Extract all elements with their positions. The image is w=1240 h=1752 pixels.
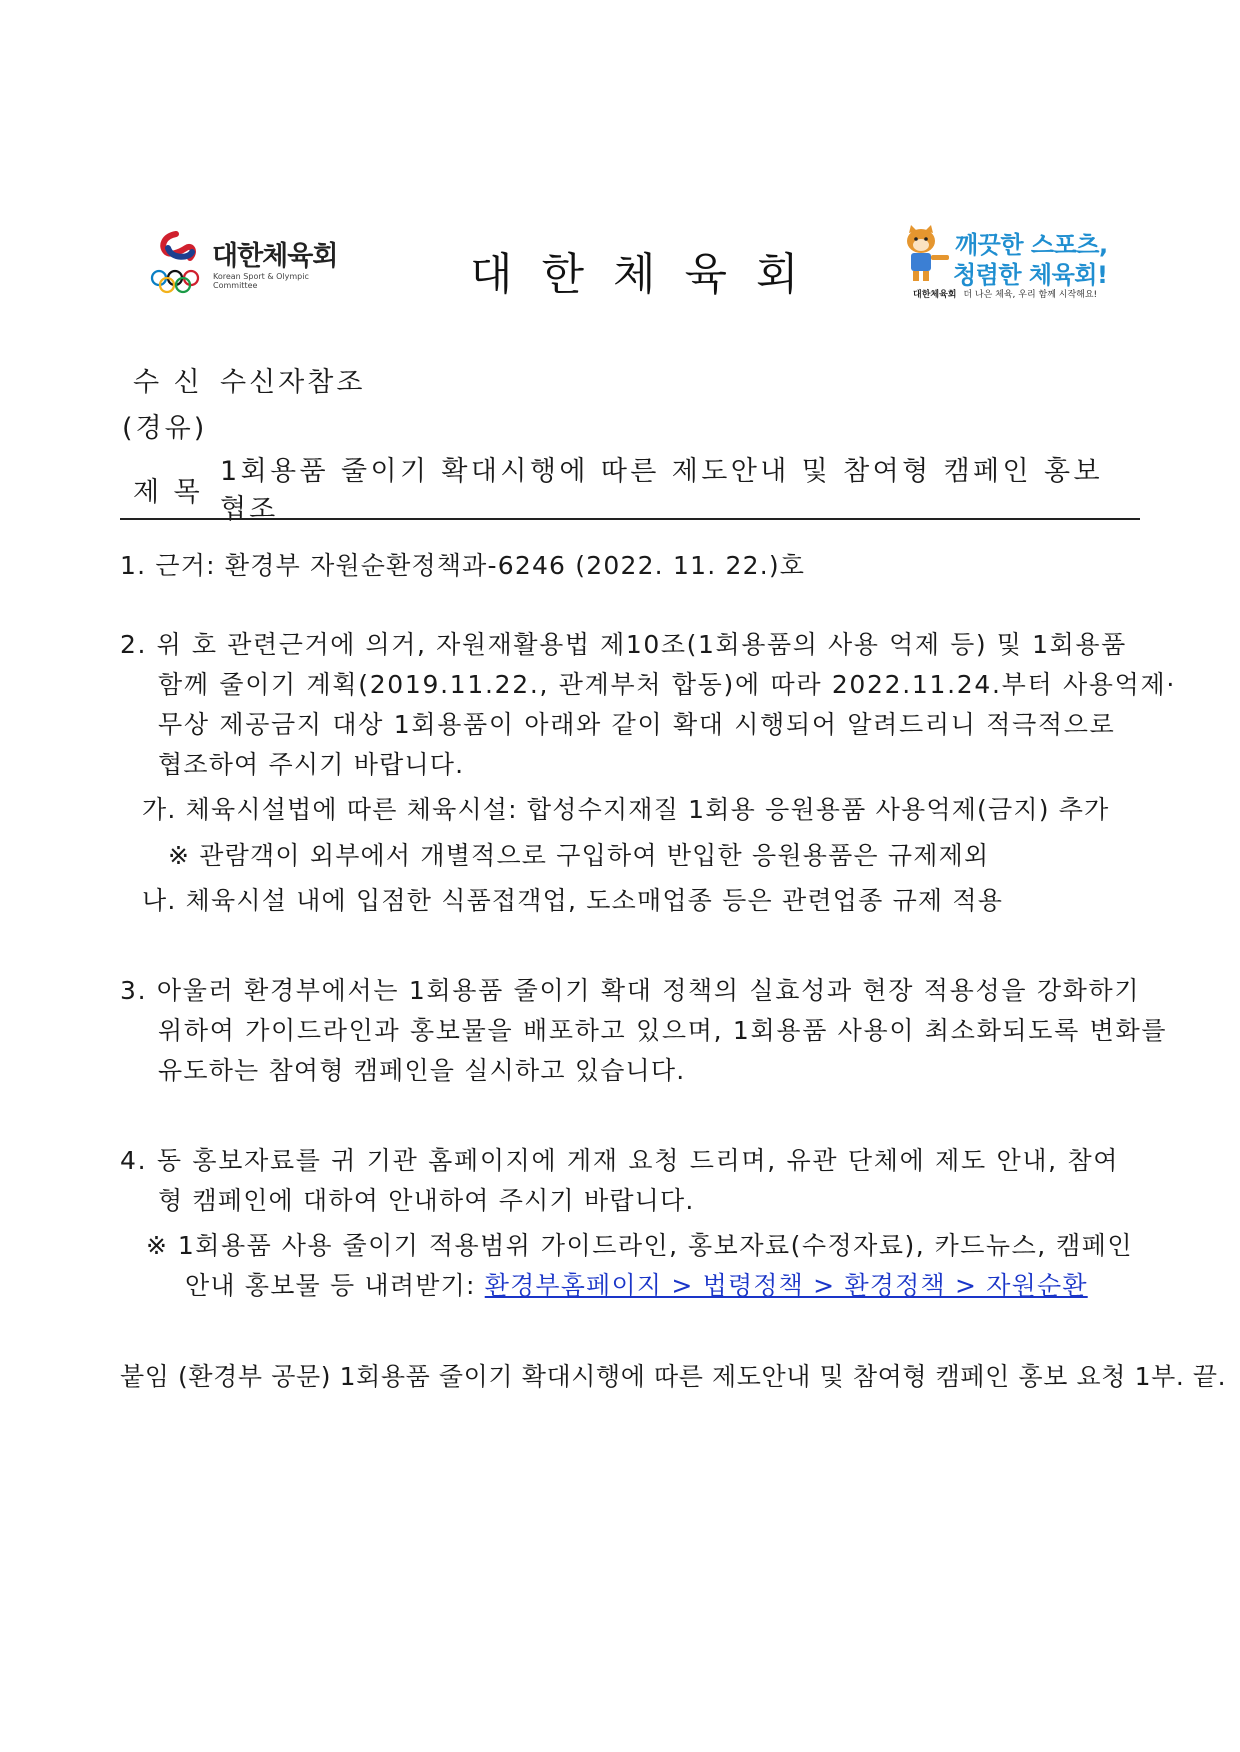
kspo-emblem-icon <box>150 230 206 296</box>
paragraph-2-line-4: 협조하여 주시기 바랍니다. <box>158 750 465 779</box>
kspo-logo <box>150 230 350 296</box>
logo-korean-text: 대한체육회 <box>212 241 338 272</box>
campaign-line-2: 청렴한 체육회! <box>953 261 1108 289</box>
paragraph-4-note-line-1: ※ 1회용품 사용 줄이기 적용범위 가이드라인, 홍보자료(수정자료), 카드뉴스, 캠페인 <box>146 1231 1134 1260</box>
attachment-line: 붙임 (환경부 공문) 1회용품 줄이기 확대시행에 따른 제도안내 및 참여형 캠페인 홍보 요청 1부. 끝. <box>120 1362 1227 1391</box>
paragraph-3-line-3: 유도하는 참여형 캠페인을 실시하고 있습니다. <box>158 1056 686 1085</box>
paragraph-2-note: ※ 관람객이 외부에서 개별적으로 구입하여 반입한 응원용품은 규제제외 <box>168 841 990 870</box>
download-link[interactable]: 환경부홈페이지 > 법령정책 > 환경정책 > 자원순환 <box>484 1271 1088 1300</box>
paragraph-4-note-line-2 <box>185 1273 1088 1298</box>
organization-title: 대한체육회 <box>470 249 828 300</box>
paragraph-3-line-1: 3. 아울러 환경부에서는 1회용품 줄이기 확대 정책의 실효성과 현장 적용성을 강화하기 <box>120 976 1141 1005</box>
paragraph-3-line-2: 위하여 가이드라인과 홍보물을 배포하고 있으며, 1회용품 사용이 최소화되도록 변화를 <box>158 1016 1168 1045</box>
paragraph-2-item-ga: 가. 체육시설법에 따른 체육시설: 합성수지재질 1회용 응원용품 사용억제(금지) 추가 <box>142 795 1110 824</box>
paragraph-4-line-1: 4. 동 홍보자료를 귀 기관 홈페이지에 게재 요청 드리며, 유관 단체에 제도 안내, 참여 <box>120 1146 1120 1175</box>
campaign-slogan-text: 더 나은 체육, 우리 함께 시작해요! <box>963 290 1098 300</box>
mascot-icon <box>893 225 951 283</box>
subject-line-1: 1회용품 줄이기 확대시행에 따른 제도안내 및 참여형 캠페인 홍보 <box>220 456 1103 487</box>
paragraph-4-line-2: 형 캠페인에 대하여 안내하여 주시기 바랍니다. <box>158 1186 695 1215</box>
campaign-line-1: 깨끗한 스포츠, <box>955 231 1108 259</box>
paragraph-2-line-2: 함께 줄이기 계획(2019.11.22., 관계부처 합동)에 따라 2022.11.24.부터 사용억제· <box>158 670 1177 699</box>
olympic-rings-icon <box>152 271 198 292</box>
campaign-org-name: 대한체육회 <box>913 290 957 300</box>
recipient-value: 수신자참조 <box>220 367 366 398</box>
paragraph-2-item-na: 나. 체육시설 내에 입점한 식품접객업, 도소매업종 등은 관련업종 규제 적용 <box>142 886 1004 915</box>
paragraph-2-line-1: 2. 위 호 관련근거에 의거, 자원재활용법 제10조(1회용품의 사용 억제 등) 및 1회용품 <box>120 630 1127 659</box>
recipient-label: 수 신 <box>133 367 203 398</box>
subject-label: 제 목 <box>133 477 203 508</box>
paragraph-2-line-3: 무상 제공금지 대상 1회용품이 아래와 같이 확대 시행되어 알려드리니 적극적으로 <box>158 710 1116 739</box>
campaign-slogan <box>913 287 1097 300</box>
campaign-banner <box>893 225 1123 305</box>
download-prefix: 안내 홍보물 등 내려받기: <box>185 1271 485 1300</box>
paragraph-1: 1. 근거: 환경부 자원순환정책과-6246 (2022. 11. 22.)호 <box>120 551 806 580</box>
via-label: (경유) <box>122 413 208 444</box>
logo-english-text: Korean Sport & Olympic Committee <box>213 272 309 290</box>
header-divider <box>120 518 1140 520</box>
subject-line-2: 협조 <box>220 494 279 525</box>
